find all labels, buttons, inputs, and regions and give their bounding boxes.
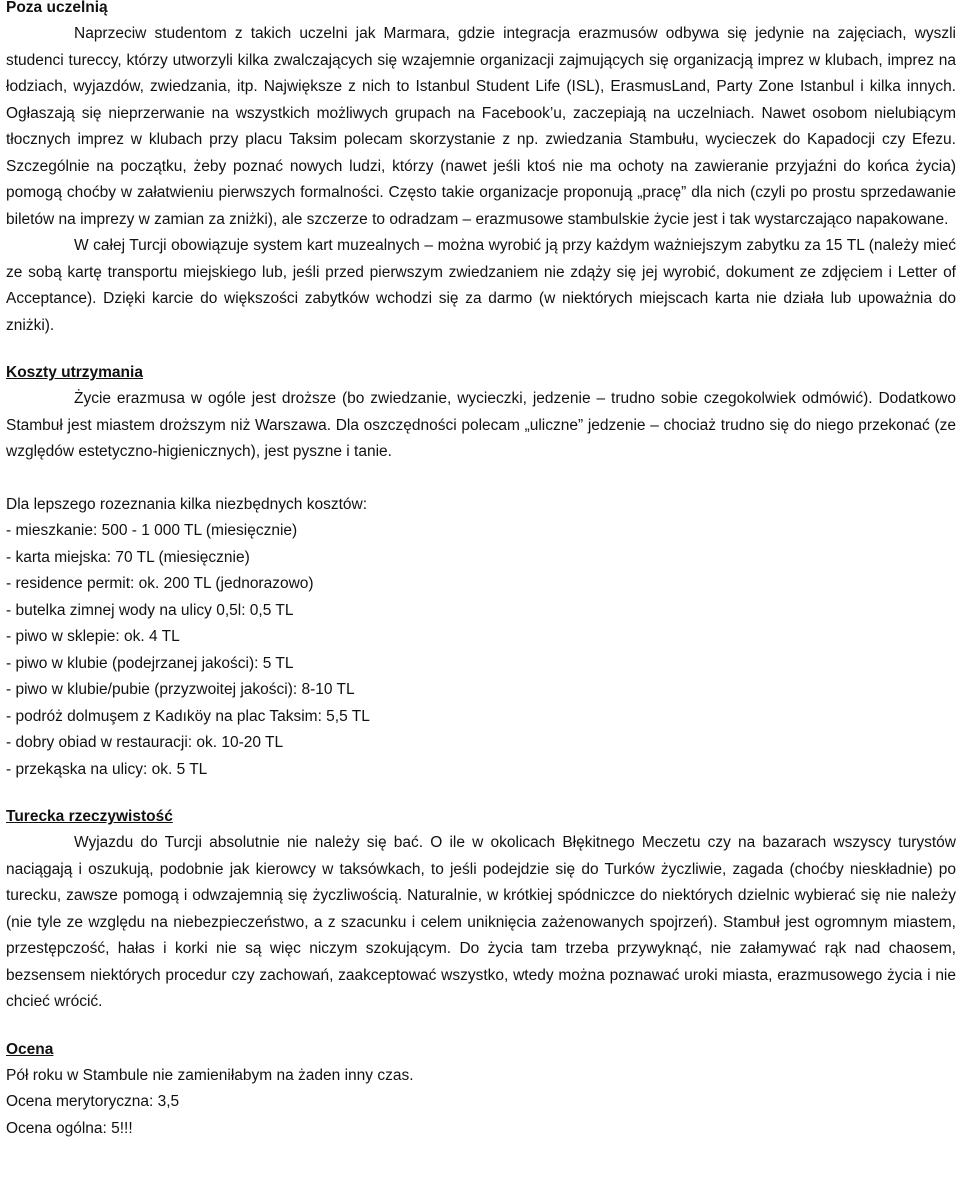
document-page xyxy=(6,0,956,1142)
spacer xyxy=(6,466,956,492)
list-item: - residence permit: ok. 200 TL (jednorazowo) xyxy=(6,575,314,592)
ocena-line-3: Ocena ogólna: 5!!! xyxy=(6,1119,133,1137)
section-heading-ocena: Ocena xyxy=(6,1040,54,1058)
list-item: - piwo w sklepie: ok. 4 TL xyxy=(6,628,180,645)
list-item: - przekąska na ulicy: ok. 5 TL xyxy=(6,760,208,778)
list-item: - mieszkanie: 500 - 1 000 TL (miesięcznie) xyxy=(6,522,298,539)
ocena-line-2: Ocena merytoryczna: 3,5 xyxy=(6,1093,180,1110)
list-item: - butelka zimnej wody na ulicy 0,5l: 0,5 TL xyxy=(6,601,294,619)
spacer xyxy=(6,339,956,363)
paragraph-poza-uczelnia-2: W całej Turcji obowiązuje system kart muzealnych – można wyrobić ją przy każdym ważniejszym zabytku za 15 TL (należy mieć ze sobą kartę transportu miejskiego lub, jeśli przed pierwszym zwiedzaniem nie zdąży się jej wyrobić, dokument ze zdjęciem i Letter of Acceptance). Dzięki karcie do większości zabytków wchodzi się za darmo (w niektórych miejscach karta nie działa lub upoważnia do zniżki). xyxy=(6,237,956,334)
list-item: - piwo w klubie/pubie (przyzwoitej jakości): 8-10 TL xyxy=(6,681,355,698)
ocena-line-1: Pół roku w Stambule nie zamieniłabym na żaden inny czas. xyxy=(6,1066,414,1084)
costs-list xyxy=(6,518,956,783)
spacer xyxy=(6,783,956,807)
list-item: - dobry obiad w restauracji: ok. 10-20 TL xyxy=(6,734,284,751)
spacer xyxy=(6,1016,956,1040)
list-item: - karta miejska: 70 TL (miesięcznie) xyxy=(6,548,250,566)
section-heading-poza-uczelnia: Poza uczelnią xyxy=(6,0,108,16)
paragraph-koszty-1: Życie erazmusa w ogóle jest droższe (bo zwiedzanie, wycieczki, jedzenie – trudno sobie czegokolwiek odmówić). Dodatkowo Stambuł jest miastem droższym niż Warszawa. Dla oszczędności polecam „uliczne” jedzenie – chociaż trudno się do niego przekonać (ze względów estetyczno-higienicznych), jest pyszne i tanie. xyxy=(6,390,956,460)
section-heading-turecka: Turecka rzeczywistość xyxy=(6,808,173,825)
list-item: - podróż dolmuşem z Kadıköy na plac Taksim: 5,5 TL xyxy=(6,707,370,725)
list-item: - piwo w klubie (podejrzanej jakości): 5 TL xyxy=(6,654,294,672)
paragraph-turecka-1: Wyjazdu do Turcji absolutnie nie należy się bać. O ile w okolicach Błękitnego Meczetu czy na bazarach wszyscy turystów naciągają i oszukują, podobnie jak kierowcy w taksówkach, to jeśli podejdzie się do Turków życzliwie, zagada (choćby nieskładnie) po turecku, zawsze pomogą i odwzajemnią się życzliwością. Naturalnie, w krótkiej spódniczce do niektórych dzielnic wybierać się nie należy (nie tyle ze względu na niebezpieczeństwo, a z szacunku i celem uniknięcia zażenowanych spojrzeń). Stambuł jest ogromnym miastem, przestępczość, hałas i korki nie są więc niczym szokującym. Do życia tam trzeba przywyknąć, nie załamywać rąk nad chaosem, bezsensem niektórych procedur czy zachowań, zaakceptować wszystko, wtedy można poznawać uroki miasta, erazmusowego życia i nie chcieć wrócić. xyxy=(6,834,956,1010)
paragraph-poza-uczelnia-1: Naprzeciw studentom z takich uczelni jak Marmara, gdzie integracja erazmusów odbywa się jedynie na zajęciach, wyszli studenci tureccy, którzy utworzyli kilka zwalczających się wzajemnie organizacji zajmujących się organizacją imprez w klubach, imprez na łodziach, wyjazdów, zwiedzania, itp. Największe z nich to Istanbul Student Life (ISL), ErasmusLand, Party Zone Istanbul i kilka innych. Ogłaszają się nieprzerwanie na wszystkich możliwych grupach na Facebook’u, zaczepiają na uczelniach. Nawet osobom nielubiącym tłocznych imprez w klubach przy placu Taksim polecam skorzystanie z np. zwiedzania Stambułu, wycieczek do Kapadocji czy Efezu. Szczególnie na początku, żeby poznać nowych ludzi, którzy (nawet jeśli ktoś nie ma ochoty na zawieranie przyjaźni do końca życia) pomogą choćby w załatwieniu pierwszych formalności. Często takie organizacje proponują „pracę” dla nich (czyli po prostu sprzedawanie biletów na imprezy w zamian za zniżki), ale szczerze to odradzam – erazmusowe stambulskie życie jest i tak wystarczająco napakowane. xyxy=(6,25,956,228)
costs-list-intro: Dla lepszego rozeznania kilka niezbędnych kosztów: xyxy=(6,495,368,513)
section-heading-koszty: Koszty utrzymania xyxy=(6,364,143,381)
